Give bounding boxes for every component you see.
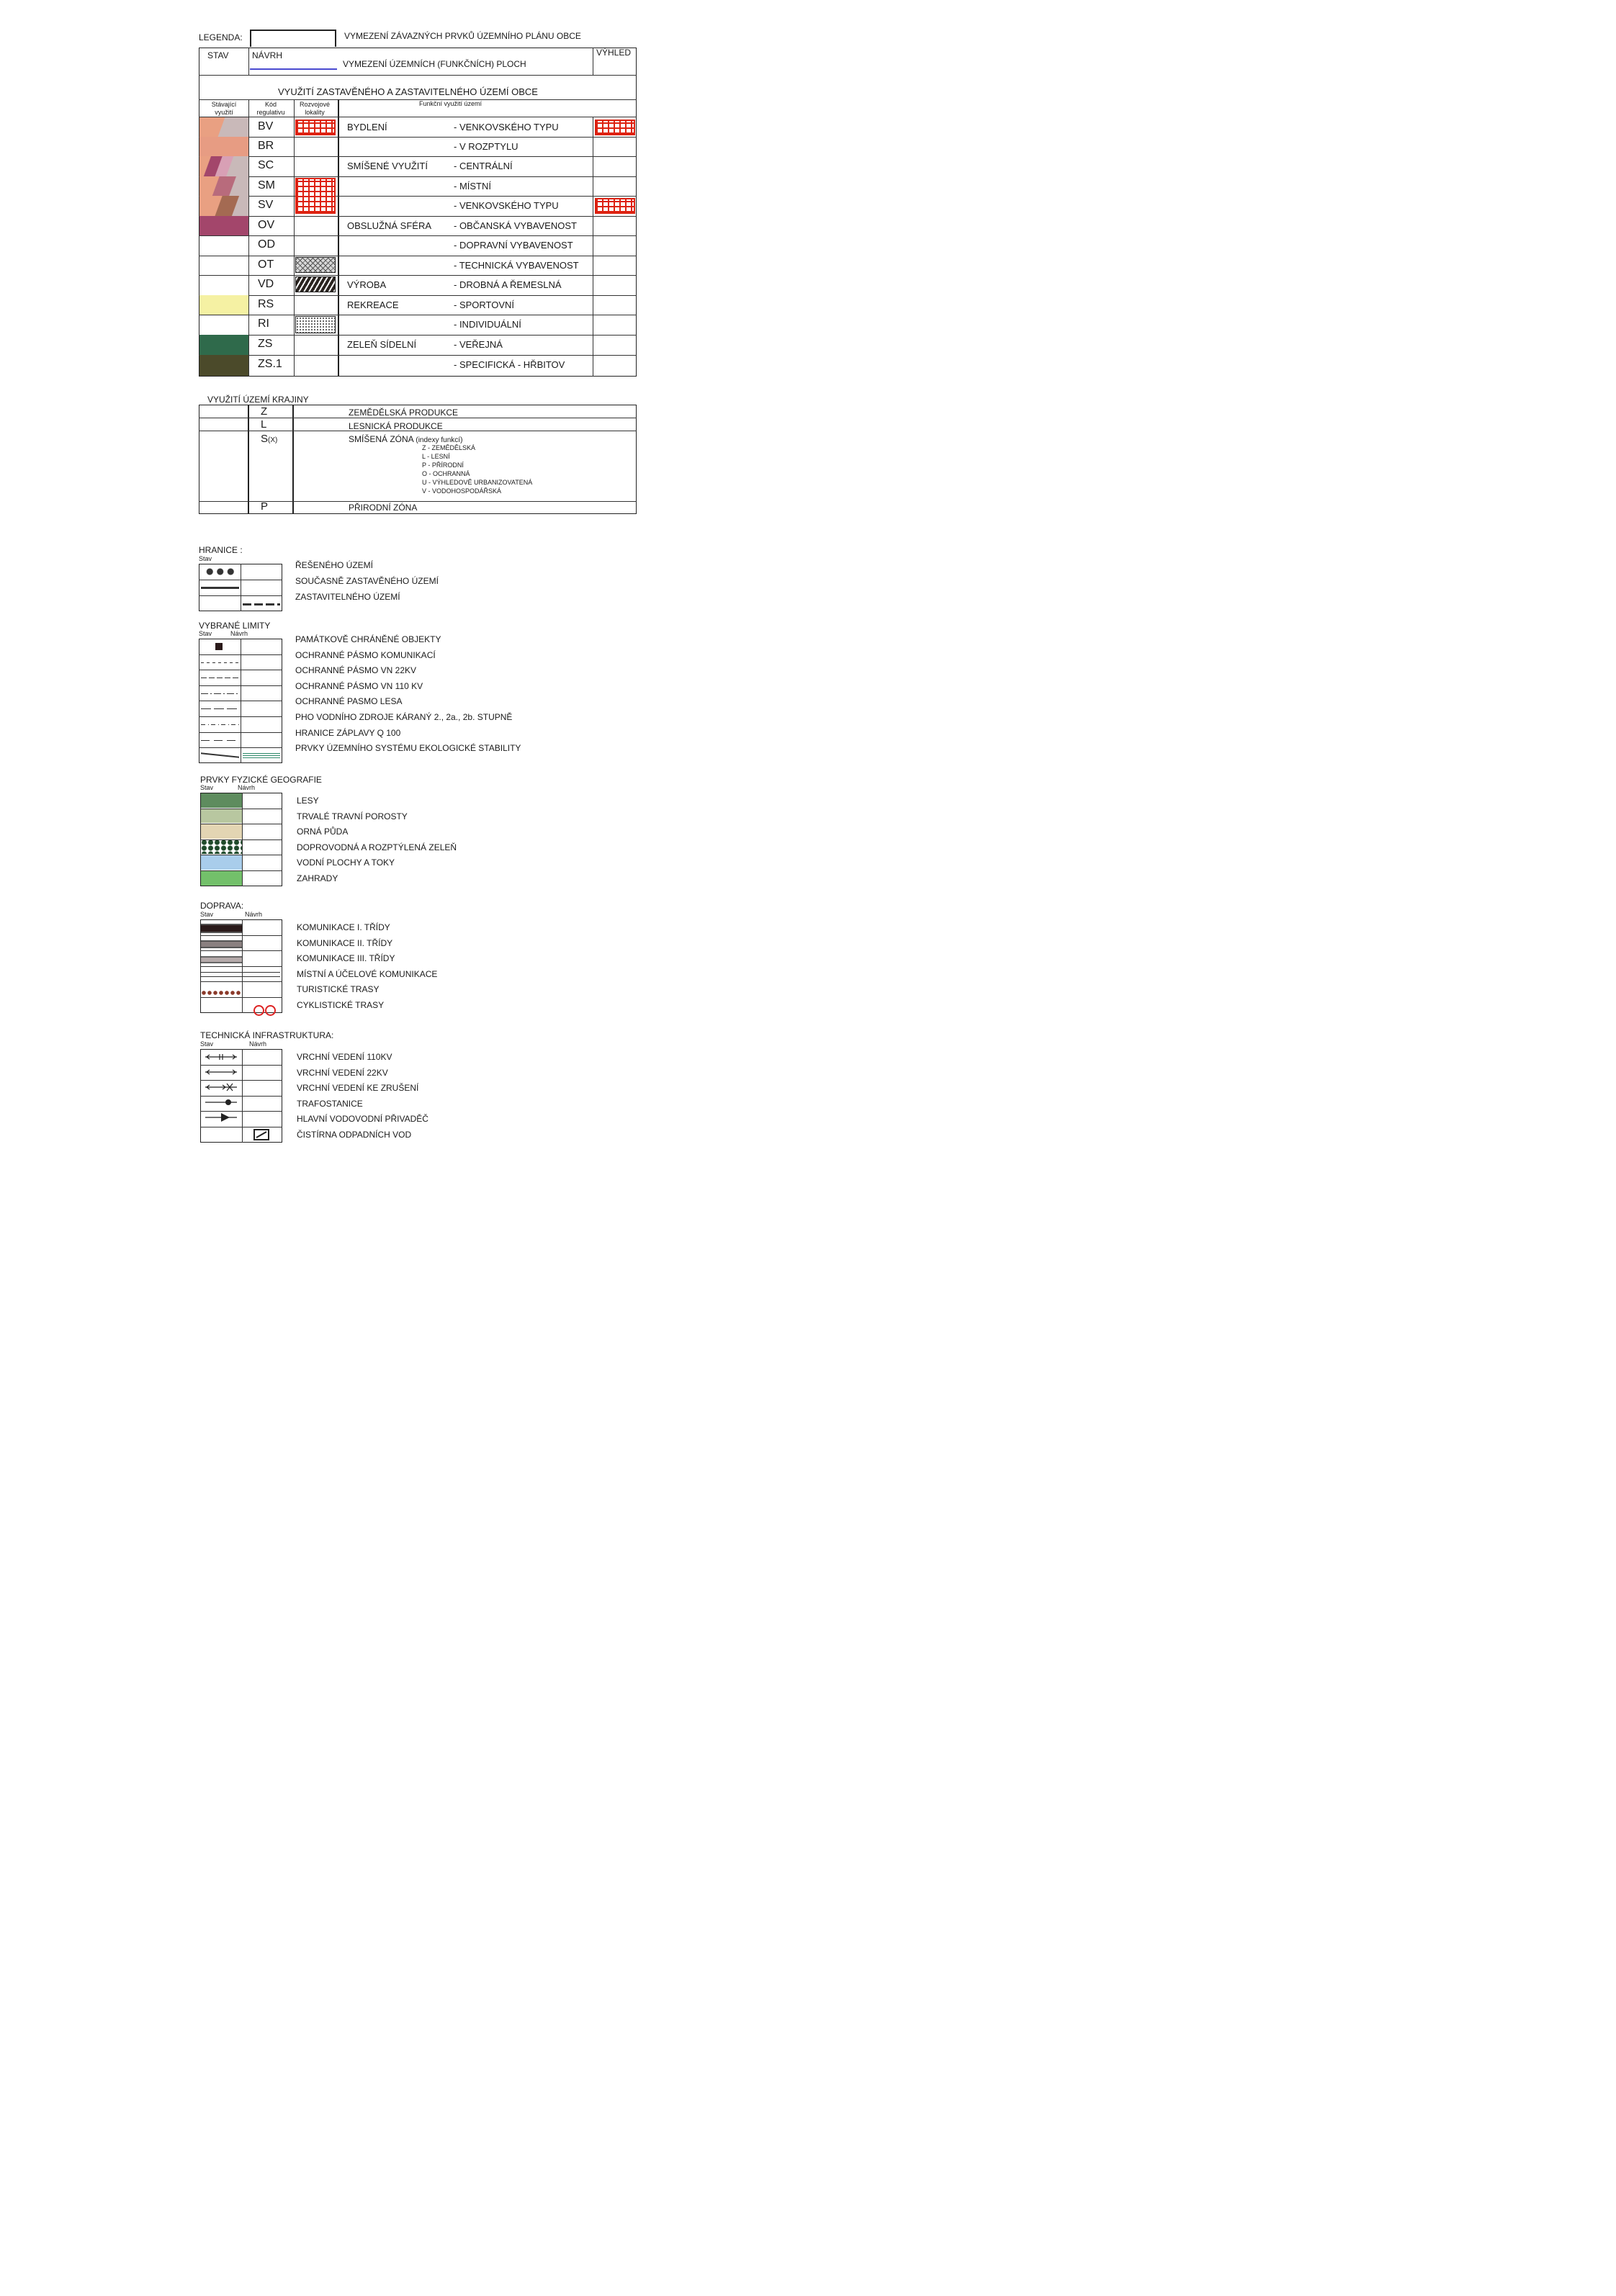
row-divider bbox=[199, 216, 637, 217]
function-item: - DROBNÁ A ŘEMESLNÁ bbox=[454, 279, 562, 290]
outlook-pattern-bv bbox=[595, 120, 635, 135]
technicka-stav: Stav bbox=[200, 1040, 214, 1048]
function-group: OBSLUŽNÁ SFÉRA bbox=[347, 220, 432, 231]
function-group: REKREACE bbox=[347, 300, 399, 310]
limit-item: PRVKY ÚZEMNÍHO SYSTÉMU EKOLOGICKÉ STABILITY bbox=[295, 743, 521, 754]
regulation-code: SM bbox=[258, 179, 275, 192]
geo-row-divider bbox=[200, 870, 282, 871]
hranice-stav: Stav bbox=[199, 555, 212, 562]
regulation-code: OV bbox=[258, 219, 275, 231]
limit-line-symbol bbox=[201, 724, 239, 725]
swatch-bv bbox=[199, 117, 248, 137]
swatch-ov bbox=[199, 216, 248, 235]
h-code: Kód regulativu bbox=[256, 101, 285, 116]
function-item: - V ROZPTYLU bbox=[454, 141, 519, 152]
limit-line-symbol bbox=[201, 693, 239, 694]
dop-row-divider bbox=[200, 966, 282, 967]
function-item: - MÍSTNÍ bbox=[454, 181, 491, 192]
limity-title: VYBRANÉ LIMITY bbox=[199, 621, 271, 631]
geo-item: LESY bbox=[297, 796, 319, 806]
function-item: - OBČANSKÁ VYBAVENOST bbox=[454, 220, 577, 231]
row-divider bbox=[199, 137, 637, 138]
limity-row-divider bbox=[199, 654, 282, 655]
tourist-route-symbol bbox=[201, 990, 242, 996]
swatch-forest bbox=[201, 793, 242, 808]
cycle-route-circle-2 bbox=[265, 1005, 276, 1016]
cycle-route-circle-1 bbox=[253, 1005, 264, 1016]
row-divider bbox=[199, 335, 637, 336]
regulation-code: OD bbox=[258, 238, 275, 251]
limit-item: PAMÁTKOVĚ CHRÁNĚNÉ OBJEKTY bbox=[295, 634, 441, 644]
dop-item: KOMUNIKACE III. TŘÍDY bbox=[297, 953, 395, 964]
tech-item: VRCHNÍ VEDENÍ 22KV bbox=[297, 1067, 388, 1078]
row-divider bbox=[199, 235, 637, 236]
swatch-zs bbox=[199, 335, 248, 355]
regulation-code: SC bbox=[258, 159, 274, 171]
binding-elements-label: VYMEZENÍ ZÁVAZNÝCH PRVKŮ ÚZEMNÍHO PLÁNU OBCE bbox=[344, 31, 581, 41]
outlook-pattern-sv bbox=[595, 198, 635, 214]
h-existing: Stávající využití bbox=[211, 101, 237, 116]
dop-item: MÍSTNÍ A ÚČELOVÉ KOMUNIKACE bbox=[297, 968, 438, 979]
code-s: S(X) bbox=[261, 433, 278, 445]
code-p: P bbox=[261, 500, 269, 513]
label-s: SMÍŠENÁ ZÓNA (indexy funkcí) bbox=[349, 434, 463, 444]
limit-item: OCHRANNÉ PÁSMO VN 22KV bbox=[295, 665, 417, 676]
limity-row-divider bbox=[199, 732, 282, 733]
road-class3-symbol bbox=[201, 956, 242, 963]
dev-pattern-ot bbox=[295, 257, 336, 273]
function-item: - TECHNICKÁ VYBAVENOST bbox=[454, 260, 579, 271]
hranice-item: ZASTAVITELNÉHO ÚZEMÍ bbox=[295, 592, 400, 602]
landscape-title: VYUŽITÍ ÚZEMÍ KRAJINY bbox=[207, 395, 309, 405]
function-item: - VENKOVSKÉHO TYPU bbox=[454, 200, 559, 211]
regulation-code: SV bbox=[258, 199, 274, 211]
tech-item: TRAFOSTANICE bbox=[297, 1098, 363, 1109]
function-group: SMÍŠENÉ VYUŽITÍ bbox=[347, 161, 428, 171]
swatch-sv bbox=[199, 196, 248, 216]
function-item: - VEŘEJNÁ bbox=[454, 339, 503, 350]
h-function: Funkční využití území bbox=[419, 100, 482, 107]
wwtp-symbol bbox=[253, 1129, 269, 1140]
regulation-code: RI bbox=[258, 318, 269, 330]
function-item: - VENKOVSKÉHO TYPU bbox=[454, 122, 559, 132]
col-stav-label: STAV bbox=[207, 50, 229, 60]
limity-row-divider bbox=[199, 747, 282, 748]
index-item: V - VODOHOSPODÁŘSKÁ bbox=[422, 487, 502, 495]
regulation-code: VD bbox=[258, 278, 274, 290]
swatch-br bbox=[199, 137, 248, 156]
index-item: U - VÝHLEDOVĚ URBANIZOVATENÁ bbox=[422, 479, 533, 486]
row-divider bbox=[199, 176, 637, 177]
road-class2-symbol bbox=[201, 940, 242, 948]
local-road-symbol bbox=[201, 972, 280, 977]
function-group: BYDLENÍ bbox=[347, 122, 387, 132]
dop-row-divider bbox=[200, 981, 282, 982]
limit-item: HRANICE ZÁPLAVY Q 100 bbox=[295, 727, 401, 738]
limity-row-divider bbox=[199, 716, 282, 717]
regulation-code: ZS.1 bbox=[258, 358, 282, 370]
swatch-garden bbox=[201, 870, 242, 886]
uses-symbol bbox=[243, 752, 280, 758]
limit-line-symbol bbox=[201, 708, 239, 709]
dev-pattern-ri bbox=[295, 316, 336, 333]
buildable-boundary-symbol bbox=[243, 603, 280, 605]
swatch-meadow bbox=[201, 809, 242, 823]
row-divider bbox=[199, 196, 637, 197]
h-dev: Rozvojové lokality bbox=[299, 101, 331, 116]
row-divider bbox=[199, 355, 637, 356]
col-vyhled-label: VÝHLED bbox=[596, 48, 632, 58]
tech-item: VRCHNÍ VEDENÍ KE ZRUŠENÍ bbox=[297, 1083, 419, 1094]
row-divider bbox=[199, 295, 637, 296]
functional-area-line-symbol bbox=[250, 68, 337, 70]
hranice-item: ŘEŠENÉHO ÚZEMÍ bbox=[295, 560, 374, 570]
dop-item: KOMUNIKACE I. TŘÍDY bbox=[297, 922, 390, 932]
label-l: LESNICKÁ PRODUKCE bbox=[349, 421, 443, 431]
limity-stav: Stav bbox=[199, 630, 212, 637]
limit-item: OCHRANNÉ PÁSMO KOMUNIKACÍ bbox=[295, 649, 436, 660]
regulation-code: RS bbox=[258, 298, 274, 310]
function-item: - SPECIFICKÁ - HŘBITOV bbox=[454, 359, 565, 370]
regulation-code: BV bbox=[258, 120, 274, 132]
swatch-sm bbox=[199, 176, 248, 196]
geo-item: ZAHRADY bbox=[297, 873, 338, 883]
row-divider bbox=[199, 156, 637, 157]
swatch-scattered-greenery bbox=[201, 839, 242, 854]
col-navrh-label: NÁVRH bbox=[252, 50, 283, 60]
limit-item: PHO VODNÍHO ZDROJE KÁRANÝ 2., 2a., 2b. STUPNĚ bbox=[295, 712, 513, 722]
function-group: ZELEŇ SÍDELNÍ bbox=[347, 339, 417, 350]
dop-item: TURISTICKÉ TRASY bbox=[297, 984, 380, 995]
hranice-item: SOUČASNĚ ZASTAVĚNÉHO ÚZEMÍ bbox=[295, 576, 439, 586]
geografie-stav: Stav bbox=[200, 784, 214, 791]
built-area-title: VYUŽITÍ ZASTAVĚNÉHO A ZASTAVITELNÉHO ÚZEMÍ OBCE bbox=[278, 86, 538, 97]
doprava-title: DOPRAVA: bbox=[200, 901, 244, 911]
limit-line-symbol bbox=[201, 662, 239, 663]
geo-item: DOPROVODNÁ A ROZPTÝLENÁ ZELEŇ bbox=[297, 842, 457, 852]
tech-item: VRCHNÍ VEDENÍ 110KV bbox=[297, 1052, 392, 1062]
limit-line-symbol bbox=[201, 740, 239, 741]
code-l: L bbox=[261, 418, 267, 431]
index-item: L - LESNÍ bbox=[422, 453, 450, 460]
dev-pattern-bv bbox=[295, 120, 336, 135]
function-item: - SPORTOVNÍ bbox=[454, 300, 515, 310]
function-group: VÝROBA bbox=[347, 279, 387, 290]
technicka-navrh: Návrh bbox=[249, 1040, 267, 1048]
code-z: Z bbox=[261, 405, 268, 418]
row-divider bbox=[199, 275, 637, 276]
function-item: - CENTRÁLNÍ bbox=[454, 161, 513, 171]
swatch-water bbox=[201, 855, 242, 870]
label-p: PŘIRODNÍ ZÓNA bbox=[349, 503, 418, 513]
regulation-code: ZS bbox=[258, 338, 273, 350]
monument-square-symbol bbox=[215, 643, 223, 650]
label-z: ZEMĚDĚLSKÁ PRODUKCE bbox=[349, 408, 459, 418]
tech-item: ČISTÍRNA ODPADNÍCH VOD bbox=[297, 1130, 412, 1140]
technicka-symbols bbox=[201, 1050, 242, 1142]
regulation-code: OT bbox=[258, 258, 274, 271]
limity-row-divider bbox=[199, 685, 282, 686]
dop-row-divider bbox=[200, 950, 282, 951]
legend-label: LEGENDA: bbox=[199, 32, 243, 42]
doprava-navrh: Návrh bbox=[245, 911, 263, 918]
tech-item: HLAVNÍ VODOVODNÍ PŘIVADĚČ bbox=[297, 1114, 428, 1125]
functional-areas-label: VYMEZENÍ ÚZEMNÍCH (FUNKČNÍCH) PLOCH bbox=[343, 59, 526, 69]
road-class1-symbol bbox=[201, 924, 242, 933]
geo-item: ORNÁ PŮDA bbox=[297, 827, 349, 837]
dev-pattern-sm-sv bbox=[295, 178, 336, 214]
swatch-rs bbox=[199, 295, 248, 315]
swatch-arable bbox=[201, 824, 242, 839]
technicka-title: TECHNICKÁ INFRASTRUKTURA: bbox=[200, 1030, 334, 1040]
dop-row-divider bbox=[200, 997, 282, 998]
dop-item: KOMUNIKACE II. TŘÍDY bbox=[297, 937, 393, 948]
regulation-code: BR bbox=[258, 140, 274, 152]
geo-item: VODNÍ PLOCHY A TOKY bbox=[297, 857, 395, 868]
geografie-navrh: Návrh bbox=[238, 784, 256, 791]
limit-line-symbol bbox=[201, 677, 239, 678]
index-item: O - OCHRANNÁ bbox=[422, 470, 470, 477]
geo-item: TRVALÉ TRAVNÍ POROSTY bbox=[297, 811, 408, 821]
function-item: - INDIVIDUÁLNÍ bbox=[454, 319, 521, 330]
binding-frame-symbol bbox=[250, 30, 336, 47]
geo-row-divider bbox=[200, 839, 282, 840]
dop-row-divider bbox=[200, 935, 282, 936]
doprava-stav: Stav bbox=[200, 911, 214, 918]
swatch-sc bbox=[199, 156, 248, 176]
built-boundary-symbol bbox=[201, 587, 239, 589]
function-item: - DOPRAVNÍ VYBAVENOST bbox=[454, 240, 573, 251]
geografie-title: PRVKY FYZICKÉ GEOGRAFIE bbox=[200, 775, 322, 785]
hranice-title: HRANICE : bbox=[199, 545, 243, 555]
limity-navrh: Návrh bbox=[230, 630, 248, 637]
limit-item: OCHRANNÉ PÁSMO VN 110 KV bbox=[295, 680, 423, 691]
index-item: Z - ZEMĚDĚLSKÁ bbox=[422, 444, 476, 451]
swatch-zs1 bbox=[199, 355, 248, 376]
limit-item: OCHRANNÉ PASMO LESA bbox=[295, 696, 403, 707]
dev-pattern-vd bbox=[295, 276, 336, 292]
boundary-dots-symbol bbox=[205, 567, 236, 576]
dop-item: CYKLISTICKÉ TRASY bbox=[297, 1000, 385, 1010]
index-item: P - PŘÍRODNÍ bbox=[422, 462, 464, 469]
